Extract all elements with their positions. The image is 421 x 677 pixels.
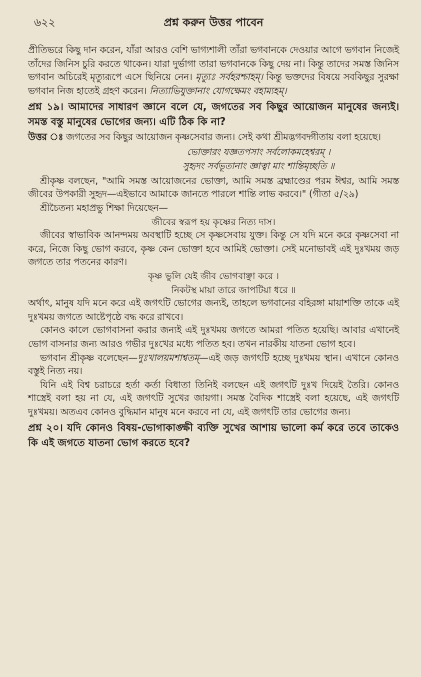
paragraph-6: কোনও কালে ভোগবাসনা করার জন্যই এই দুঃখময় জগতে আমরা পতিত হয়েছি। আবার এখানেই ভোগ বাসনার জন্য আরও গভীর দুঃখের মধ্যে পতিত হব। তখন নারকীয় যাতনা ভোগ হবে। <box>28 325 399 350</box>
verse-line-2: সুহৃদং সর্বভূতানাং জ্ঞাত্বা মাং শান্তিমৃচ্ছতি ॥ <box>182 161 335 173</box>
couplet-3: নিকটস্থ মায়া তারে জাপটিয়া ধরে ॥ <box>171 284 296 296</box>
paragraph-5: অর্থাৎ, মানুষ যদি মনে করে এই জগৎটি ভোগের জন্যই, তাহলে ভগবানের বহিরঙ্গা মায়াশক্তি তাকে এই দুঃখময় জগতে আষ্টেপৃষ্ঠে বদ্ধ করে রাখবে। <box>28 298 399 323</box>
question-20: প্রশ্ন ২০। যদি কোনও বিষয়-ভোগাকাঙ্ক্ষী ব্যক্তি সুখের আশায় ভালো কর্ম করে তবে তাকেও কি এই জগতে যাতনা ভোগ করতে হবে? <box>28 423 399 449</box>
page-header <box>28 6 399 36</box>
page-body <box>28 44 399 451</box>
quote-inline-3: দুঃখালয়মশাশ্বতম্ <box>137 352 200 364</box>
running-head: প্রশ্ন করুন উত্তর পাবেন <box>163 16 264 29</box>
couplet-1: জীবের স্বরূপ হয় কৃষ্ণের নিত্য দাস। <box>151 216 276 228</box>
paragraph-3: শ্রীচৈতন্য মহাপ্রভু শিক্ষা দিয়েছেন— <box>40 202 168 214</box>
paragraph-8: যিনি এই বিশ্ব চরাচরে হর্তা কর্তা বিধাতা তিনিই বলছেন এই জগৎটি দুঃখ দিয়েই তৈরি। কোনও শাস্ত্রেই বলা হয় না যে, এই জগৎটি সুখের জায়গা। সমস্ত বৈদিক শাস্ত্রেই বলা হয়েছে, এই জগৎটি দুঃখময়। অতএব কোনও বুদ্ধিমান মানুষ মনে করবে না যে, এই জগৎটি তার ভোগের জন্য। <box>28 379 399 418</box>
paragraph-2: শ্রীকৃষ্ণ বলছেন, "আমি সমস্ত আয়োজনের ভোক্তা, আমি সমস্ত ব্রহ্মাণ্ডের পরম ঈশ্বর, আমি সমস্ত জীবের উপকারী সুহৃদ—এইভাবে আমাকে জানতে পারলে শান্তি লাভ করবে।" (গীতা ৫/২৯) <box>28 175 399 201</box>
verse-line-1: ভোক্তারং যজ্ঞতপসাং সর্বলোকমহেশ্বরম্ । <box>186 146 331 158</box>
paragraph-1: প্রীতিভরে কিছু দান করেন, যাঁরা আরও বেশি ভাগ্যশালী তাঁরা ভগবানকে দেওয়ার আগে ভগবান নিজেই তাঁদের জিনিস চুরি করতে থাকেন। যারা দুর্ভাগা তারা ভগবানকে কিছু দেয় না। কিন্তু তাদের সমস্ত জিনিস ভগবান অচিরেই মৃত্যুরূপে এসে ছিনিয়ে নেন। মৃত্যুঃ সর্বহরশ্চাহম্। কিন্তু ভক্তদের বিষয়ে সবকিছুর সুরক্ষা ভগবান নিজ হাতেই গ্রহণ করেন। নিত্যাভিযুক্তানাং যোগক্ষেমং বহাম্যহম্। <box>28 45 399 97</box>
paragraph-4: জীবের স্বাভাবিক আনন্দময় অবস্থাটি হচ্ছে সে কৃষ্ণসেবায় যুক্ত। কিন্তু সে যদি মনে করে কৃষ্ণসেবা না করে, নিজে কিছু ভোগ করবে, কৃষ্ণ কেন ভোক্তা হবে আমিই ভোক্তা। সেই মনোভাবই এই দুঃখময় জড় জগতে তার পতনের কারণ। <box>28 230 399 269</box>
answer-19: উত্তর ঃ জগতের সব কিছুর আয়োজন কৃষ্ণসেবার জন্য। সেই কথা শ্রীমদ্ভগবদ্গীতায় বলা হয়েছে। <box>28 132 381 144</box>
quote-inline: মৃত্যুঃ সর্বহরশ্চাহম্। <box>195 72 263 84</box>
paragraph-7: ভগবান শ্রীকৃষ্ণ বলেছেন—দুঃখালয়মশাশ্বতম্—এই জড় জগৎটি হচ্ছে দুঃখময় স্থান। এখানে কোনও বস্তুই নিত্য নয়। <box>28 352 399 378</box>
page-number: ৬২২ <box>34 16 56 29</box>
couplet-2: কৃষ্ণ ভুলি যেই জীব ভোগবাঞ্ছা করে । <box>148 270 279 282</box>
answer-tag: উত্তর ঃ <box>28 132 64 144</box>
question-19: প্রশ্ন ১৯। আমাদের সাধারণ জ্ঞানে বলে যে, জগতের সব কিছুর আয়োজন মানুষের জন্যই। সমস্ত বস্তু মানুষের ভোগের জন্য। এটি ঠিক কি না? <box>28 102 399 128</box>
quote-inline-2: নিত্যাভিযুক্তানাং যোগক্ষেমং বহাম্যহম্। <box>149 85 287 97</box>
